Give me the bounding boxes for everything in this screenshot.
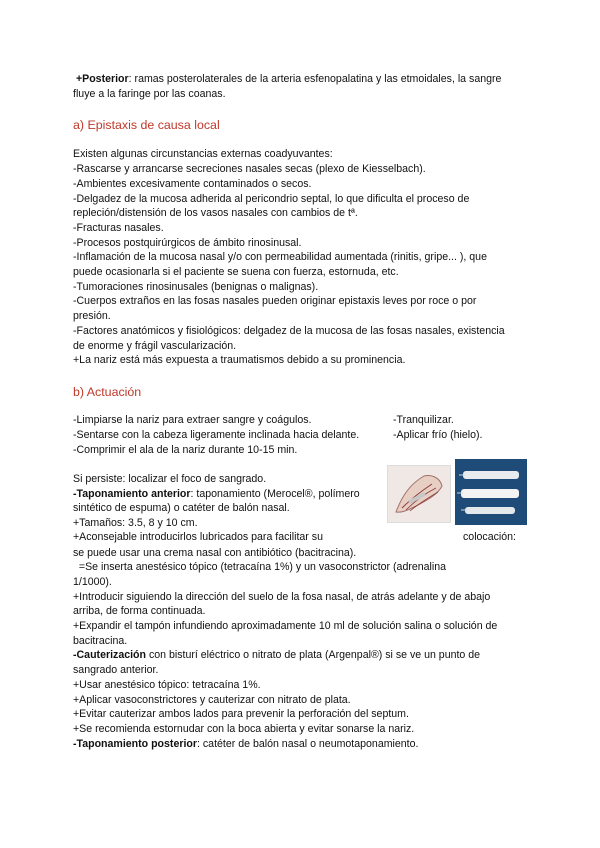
caut-item: +Evitar cauterizar ambos lados para prevenir la perforación del septum. [73, 708, 409, 721]
section-a-line: -Delgadez de la mucosa adherida al pericondrio septal, lo que dificulta el proceso de [73, 192, 470, 205]
caut-text-1: con bisturí eléctrico o nitrato de plata (Argenpal®) si se ve un punto de [146, 649, 481, 662]
posterior-text-1: : ramas posterolaterales de la arteria esfenopalatina y las etmoidales, la sangre [128, 73, 502, 85]
sentarse-text: -Sentarse con la cabeza ligeramente inclinada hacia delante. [73, 428, 360, 441]
comprimir-text: -Comprimir el ala de la nariz durante 10-15 min. [73, 444, 298, 457]
colocacion-text: colocación: [463, 530, 516, 543]
tranquilizar-text: -Tranquilizar. [393, 413, 454, 426]
section-a-line: presión. [73, 310, 111, 323]
expandir-line-2: bacitracina. [73, 634, 128, 647]
aconsejable-text: +Aconsejable introducirlos lubricados para facilitar su [73, 530, 323, 543]
caut-line-1 [73, 648, 528, 663]
section-a-line: -Ambientes excesivamente contaminados o secos. [73, 177, 312, 190]
actuacion-row-1 [73, 414, 528, 429]
limpiarse-text: -Limpiarse la nariz para extraer sangre y coágulos. [73, 413, 312, 426]
section-a-line: -Factores anatómicos y fisiológicos: delgadez de la mucosa de las fosas nasales, existencia [73, 324, 505, 337]
nasal-anatomy-illustration [387, 465, 451, 523]
tap-post-line [73, 737, 528, 752]
caut-line-2: sangrado anterior. [73, 664, 159, 677]
tap-ant-text-1: : taponamiento (Merocel®, polímero [190, 487, 360, 500]
caut-item: +Aplicar vasoconstrictores y cauterizar con nitrato de plata. [73, 693, 351, 706]
posterior-label: +Posterior [75, 73, 129, 85]
nasal-anatomy-drawing [388, 466, 450, 522]
tamanos-text: +Tamaños: 3.5, 8 y 10 cm. [73, 517, 198, 530]
section-a-line: -Tumoraciones rinosinusales (benignas o malignas). [73, 280, 319, 293]
nasal-tampon-photo [455, 459, 527, 525]
section-a-line: -Fracturas nasales. [73, 221, 164, 234]
posterior-line-1 [73, 72, 528, 87]
section-a-heading: a) Epistaxis de causa local [73, 118, 220, 133]
tampon-drawing [455, 459, 527, 525]
section-a-intro: Existen algunas circunstancias externas coadyuvantes: [73, 148, 333, 161]
actuacion-row-2 [73, 429, 528, 444]
aconsejable-line-2: se puede usar una crema nasal con antibiótico (bacitracina). [73, 546, 357, 559]
section-a-line: -Procesos postquirúrgicos de ámbito rinosinusal. [73, 236, 302, 249]
caut-label: -Cauterización [73, 649, 146, 662]
expandir-line-1: +Expandir el tampón infundiendo aproximadamente 10 ml de solución salina o solución de [73, 620, 498, 633]
section-a-line: +La nariz está más expuesta a traumatismos debido a su prominencia. [73, 354, 406, 367]
aplicar-frio-text: -Aplicar frío (hielo). [393, 428, 483, 441]
introducir-line-1: +Introducir siguiendo la dirección del suelo de la fosa nasal, de atrás adelante y de abajo [73, 590, 491, 603]
section-a-line: de enorme y frágil vascularización. [73, 339, 237, 352]
section-a-line: -Cuerpos extraños en las fosas nasales pueden originar epistaxis leves por roce o por [73, 295, 477, 308]
caut-item: +Usar anestésico tópico: tetracaína 1%. [73, 678, 261, 691]
document-content [73, 72, 528, 751]
tap-post-text: : catéter de balón nasal o neumotaponamiento. [197, 737, 419, 750]
tap-ant-line-2: sintético de espuma) o catéter de balón nasal. [73, 502, 290, 515]
section-a-line: puede ocasionarla si el paciente se suena con fuerza, estornuda, etc. [73, 266, 399, 279]
section-b-heading: b) Actuación [73, 384, 142, 399]
persiste-text: Si persiste: localizar el foco de sangrado. [73, 473, 267, 486]
aconsejable-row [73, 531, 528, 546]
section-a-line: repleción/distensión de los vasos nasales con cambios de tª. [73, 207, 358, 220]
anestesico-line-2: 1/1000). [73, 575, 112, 588]
section-a-line: -Inflamación de la mucosa nasal y/o con permeabilidad aumentada (rinitis, gripe... ), que [73, 251, 487, 264]
tap-post-label: -Taponamiento posterior [73, 737, 197, 750]
anestesico-line-1: =Se inserta anestésico tópico (tetracaína 1%) y un vasoconstrictor (adrenalina [73, 561, 447, 574]
section-a-line: -Rascarse y arrancarse secreciones nasales secas (plexo de Kiesselbach). [73, 163, 426, 176]
tap-ant-label: -Taponamiento anterior [73, 487, 191, 500]
posterior-line-2: fluye a la faringe por las coanas. [73, 87, 226, 100]
introducir-line-2: arriba, de forma continuada. [73, 605, 206, 618]
caut-item: +Se recomienda estornudar con la boca abierta y evitar sonarse la nariz. [73, 722, 415, 735]
figures [387, 459, 527, 525]
